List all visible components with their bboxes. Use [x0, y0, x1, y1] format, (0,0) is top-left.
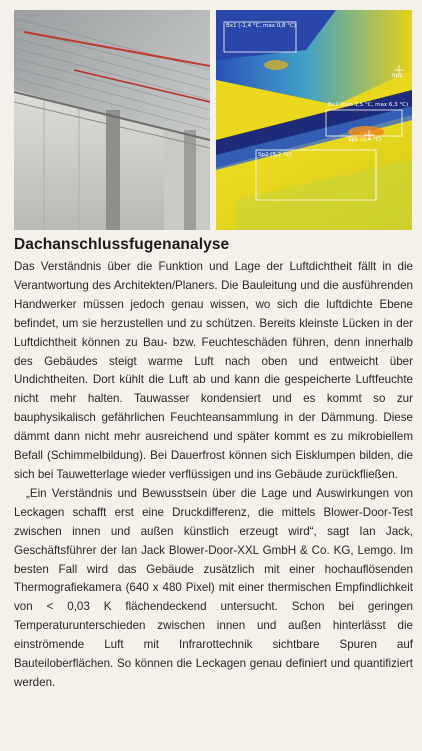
- thermo-label-top-box: Bx1 (-1,4 °C, max 0,8 °C): [226, 23, 296, 29]
- thermo-label-right: Sp1: [392, 73, 403, 79]
- thermo-label-spot: Sp1 (3,4 °C): [348, 137, 382, 143]
- article-heading: Dachanschlussfugenanalyse: [14, 236, 230, 253]
- article-paragraph-1: Das Verständnis über die Funktion und Lage der Luftdichtheit fällt in die Verantwortung des Architekten/Planers. Die Bauleitung und die ausführenden Handwerker müssen jedoch genau wissen, wo sich die luftdichte Ebene befindet, um sie herzustellen und zu schützen. Bereits kleinste Lücken in der Luftdichtheit können zu Bau- bzw. Feuchteschäden führen, denn innerhalb des Gebäudes steigt warme Luft nach oben und entweicht über Undichtheiten. Dort kühlt die Luft ab und kann die gespeicherte Luftfeuchte nicht mehr halten. Tauwasser kondensiert und es kommt so zur bauphysikalisch gefährlichen Feuchteansammlung in der Dämmung. Diese dämmt dann nicht mehr ausreichend und später kommt es zu mikrobiellem Befall (Schimmelbildung). Bei Dauerfrost können sich Eisklumpen bilden, die sich bei Tauwetterlage wieder verflüssigen und ins Gebäude zurückfließen.: [14, 260, 413, 481]
- thermography-photo: [216, 10, 412, 230]
- hall-interior-photo: [14, 10, 210, 230]
- thermo-label-left-box: Sp2 (5,2 °C): [258, 152, 292, 158]
- article-paragraph-2: „Ein Verständnis und Bewusstsein über die Lage und Auswirkungen von Leckagen schafft erst eine Druckdifferenz, die mittels Blower-Door-Test zwischen innen und außen künstlich erzeugt wird“, sagt Ian Jack, Geschäftsführer der Ian Jack Blower-Door-XXL GmbH & Co. KG, Lemgo. Im besten Fall wird das Gebäude zusätzlich mit einer hochauflösenden Thermografiekamera (640 x 480 Pixel) mit einer thermischen Empfindlichkeit von < 0,03 K flächendeckend untersucht. Schon bei geringen Temperaturunterschieden zwischen innen und außen hinterlässt die einströmende Luft mit Infrarottechnik sichtbare Spuren auf Bauteiloberflächen. So können die Leckagen genau definiert und quantifiziert werden.: [14, 486, 413, 689]
- thermo-label-mid-box: Bx2 (min 1,5 °C, max 6,3 °C): [328, 102, 409, 108]
- article-body: [14, 258, 413, 748]
- hall-interior-image: [14, 10, 210, 230]
- thermography-image: [216, 10, 412, 230]
